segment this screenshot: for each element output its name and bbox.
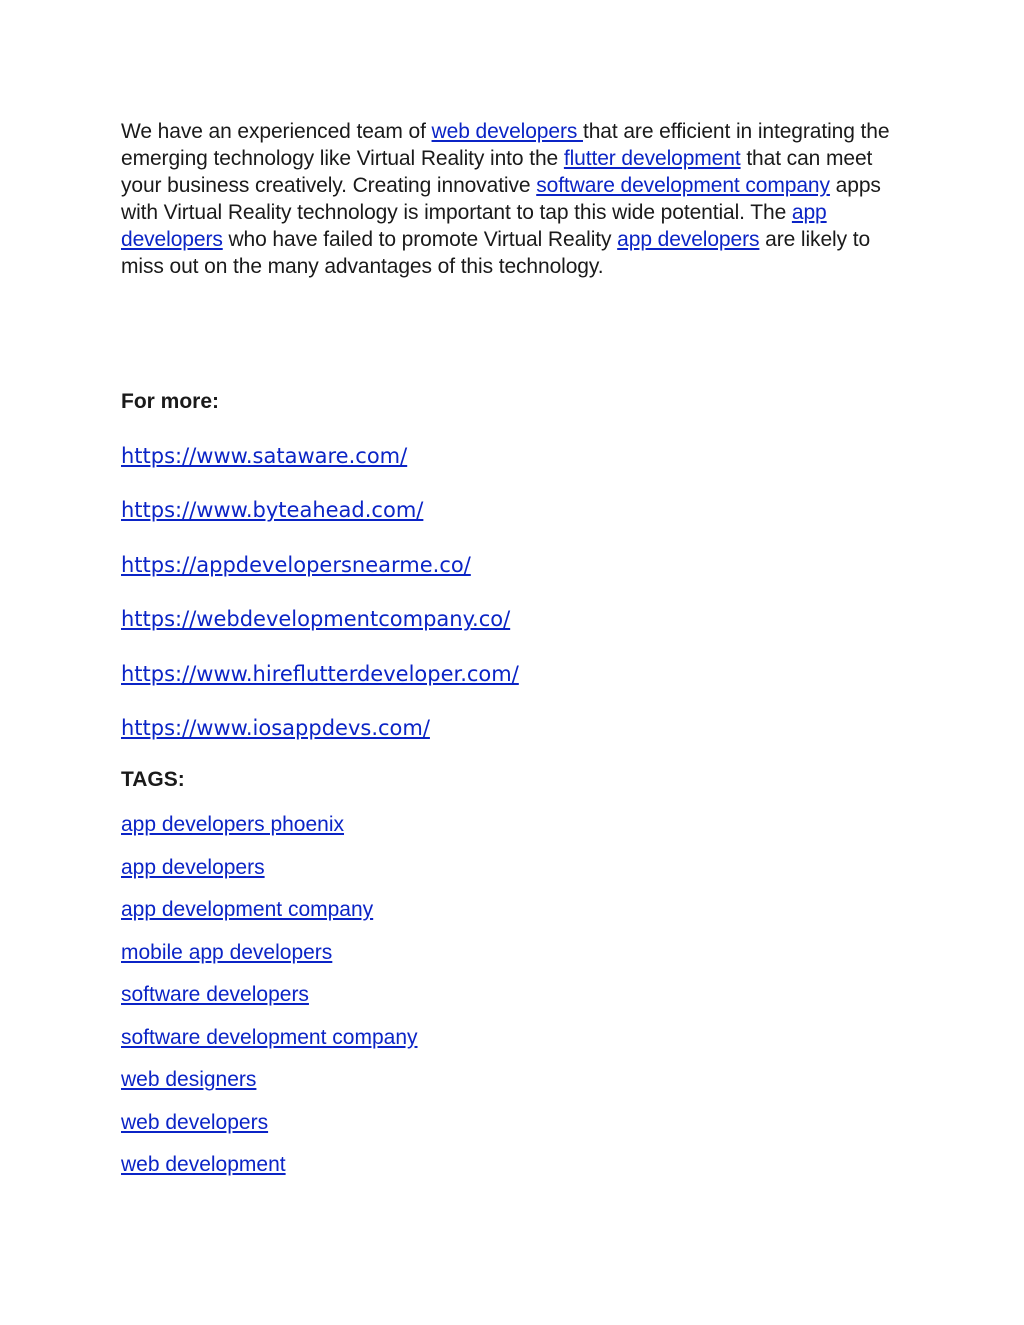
link-appdevelopersnearme[interactable]: https://appdevelopersnearme.co/ [121,552,471,577]
list-item [121,939,418,982]
tags-heading: TAGS: [121,768,185,791]
tag-link[interactable]: app developers phoenix [121,813,345,836]
tag-link[interactable]: software development company [121,1025,418,1049]
link-app-developers-2[interactable]: app developers [617,228,760,251]
list-item [121,660,519,714]
list-item [121,714,519,768]
list-item [121,1151,418,1194]
link-webdevelopmentcompany[interactable]: https://webdevelopmentcompany.co/ [121,607,511,632]
intro-text-3: that can meet your business creatively. Creating innovative [121,147,873,197]
intro-text-2: that are efficient in integrating the emerging technology like Virtual Reality into the [121,120,890,170]
list-item [121,496,519,550]
link-hireflutterdeveloper[interactable]: https://www.hireflutterdeveloper.com/ [121,661,519,686]
tag-link[interactable]: web designers [121,1068,257,1091]
tag-link[interactable]: web developers [121,1110,269,1134]
intro-text-1: We have an experienced team of [121,120,432,143]
intro-text-5: who have failed to promote Virtual Reality [222,228,618,251]
tag-link[interactable]: web development [121,1153,286,1176]
tag-link[interactable]: app developers [121,855,265,879]
link-software-development-company[interactable]: software development company [536,174,830,197]
document-page [121,118,911,1176]
tag-link[interactable]: app development company [121,898,374,921]
tag-link[interactable]: software developers [121,983,309,1006]
link-app-developers-1[interactable]: app developers [121,201,827,251]
link-web-developers[interactable]: web developers [431,120,583,143]
list-item [121,854,418,897]
list-item [121,896,418,939]
list-item [121,1024,418,1067]
list-item [121,1109,418,1152]
tag-link[interactable]: mobile app developers [121,940,333,964]
list-item [121,605,519,659]
link-iosappdevs[interactable]: https://www.iosappdevs.com/ [121,715,430,740]
for-more-heading: For more: [121,390,220,413]
link-byteahead[interactable]: https://www.byteahead.com/ [121,498,424,523]
list-item [121,811,418,854]
link-flutter-development[interactable]: flutter development [563,147,741,170]
intro-text-6: are likely to miss out on the many advantages of this technology. [121,228,871,278]
link-sataware[interactable]: https://www.sataware.com/ [121,444,408,468]
list-item [121,442,519,496]
for-more-link-list [121,442,519,768]
list-item [121,981,418,1024]
intro-paragraph [121,118,911,280]
tag-list [121,811,418,1194]
list-item [121,1066,418,1109]
list-item [121,551,519,605]
intro-text-4: apps with Virtual Reality technology is important to tap this wide potential. The [121,174,881,224]
